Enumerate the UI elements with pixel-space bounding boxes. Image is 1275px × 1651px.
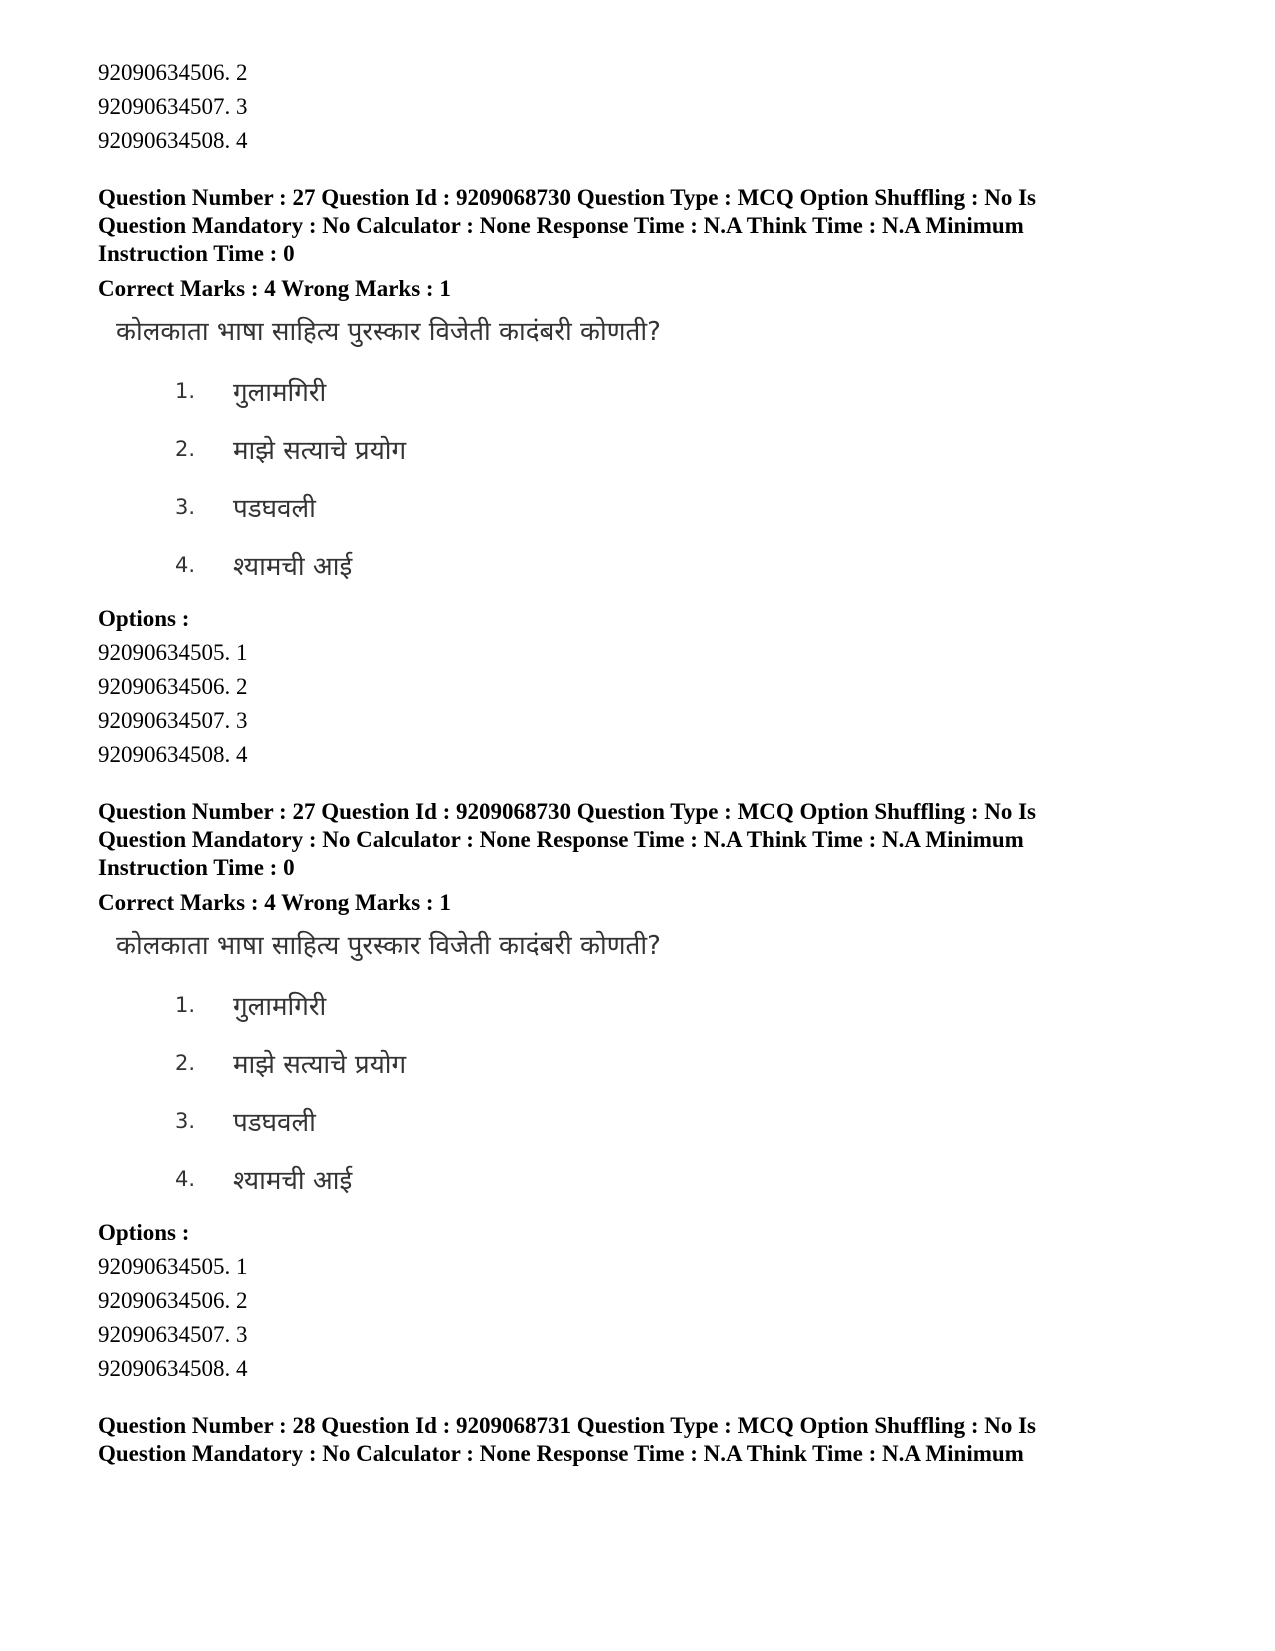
question-text: कोलकाता भाषा साहित्य पुरस्कार विजेती कादंबरी कोणती? xyxy=(116,931,661,961)
question-meta-line: Question Mandatory : No Calculator : None Response Time : N.A Think Time : N.A Minimum xyxy=(98,1441,1024,1466)
choice-text: गुलामगिरी xyxy=(233,992,327,1022)
option-id-line: 92090634507. 3 xyxy=(98,94,248,119)
question-meta-line: Question Mandatory : No Calculator : None Response Time : N.A Think Time : N.A Minimum xyxy=(98,213,1024,238)
option-id-line: 92090634506. 2 xyxy=(98,674,248,699)
option-id-line: 92090634508. 4 xyxy=(98,742,248,767)
option-id-line: 92090634507. 3 xyxy=(98,1322,248,1347)
marks-line: Correct Marks : 4 Wrong Marks : 1 xyxy=(98,890,451,915)
options-label: Options : xyxy=(98,606,190,631)
choice-item xyxy=(98,420,1178,478)
choice-text: माझे सत्याचे प्रयोग xyxy=(233,1050,407,1080)
options-label: Options : xyxy=(98,1220,190,1245)
question-meta-line: Instruction Time : 0 xyxy=(98,241,295,266)
choice-text: माझे सत्याचे प्रयोग xyxy=(233,436,407,466)
choice-number: 3. xyxy=(175,1109,196,1133)
question-meta-line: Question Number : 27 Question Id : 9209068730 Question Type : MCQ Option Shuffling : No Is xyxy=(98,799,1037,824)
question-meta-line: Question Number : 27 Question Id : 9209068730 Question Type : MCQ Option Shuffling : No Is xyxy=(98,185,1037,210)
choice-item xyxy=(98,536,1178,594)
question-text: कोलकाता भाषा साहित्य पुरस्कार विजेती कादंबरी कोणती? xyxy=(116,317,661,347)
choice-number: 1. xyxy=(175,379,196,403)
option-id-line: 92090634505. 1 xyxy=(98,640,248,665)
question-block xyxy=(98,798,1178,1386)
choice-number: 4. xyxy=(175,1167,196,1191)
choice-number: 4. xyxy=(175,553,196,577)
choice-item xyxy=(98,1150,1178,1208)
choice-item xyxy=(98,478,1178,536)
option-id-line: 92090634506. 2 xyxy=(98,1288,248,1313)
question-meta-line: Question Number : 28 Question Id : 9209068731 Question Type : MCQ Option Shuffling : No Is xyxy=(98,1413,1037,1438)
option-id-line: 92090634505. 1 xyxy=(98,1254,248,1279)
option-id-line: 92090634506. 2 xyxy=(98,60,248,85)
choice-number: 3. xyxy=(175,495,196,519)
choice-text: पडघवली xyxy=(233,494,316,524)
question-meta xyxy=(98,798,1178,882)
option-id-line: 92090634508. 4 xyxy=(98,128,248,153)
choice-text: श्यामची आई xyxy=(233,552,353,582)
top-options-list xyxy=(98,56,1178,158)
question-meta xyxy=(98,1412,1178,1468)
choice-number: 1. xyxy=(175,993,196,1017)
choice-item xyxy=(98,976,1178,1034)
choice-text: श्यामची आई xyxy=(233,1166,353,1196)
question-meta-line: Question Mandatory : No Calculator : None Response Time : N.A Think Time : N.A Minimum xyxy=(98,827,1024,852)
option-id-line: 92090634507. 3 xyxy=(98,708,248,733)
choice-text: पडघवली xyxy=(233,1108,316,1138)
question-meta-line: Instruction Time : 0 xyxy=(98,855,295,880)
question-meta xyxy=(98,184,1178,268)
question-image xyxy=(98,926,1178,1208)
choice-number: 2. xyxy=(175,437,196,461)
marks-line: Correct Marks : 4 Wrong Marks : 1 xyxy=(98,276,451,301)
choice-text: गुलामगिरी xyxy=(233,378,327,408)
choice-item xyxy=(98,362,1178,420)
document-page xyxy=(98,56,1178,1468)
choice-item xyxy=(98,1092,1178,1150)
choice-number: 2. xyxy=(175,1051,196,1075)
question-image xyxy=(98,312,1178,594)
option-id-line: 92090634508. 4 xyxy=(98,1356,248,1381)
choice-item xyxy=(98,1034,1178,1092)
question-block xyxy=(98,184,1178,772)
